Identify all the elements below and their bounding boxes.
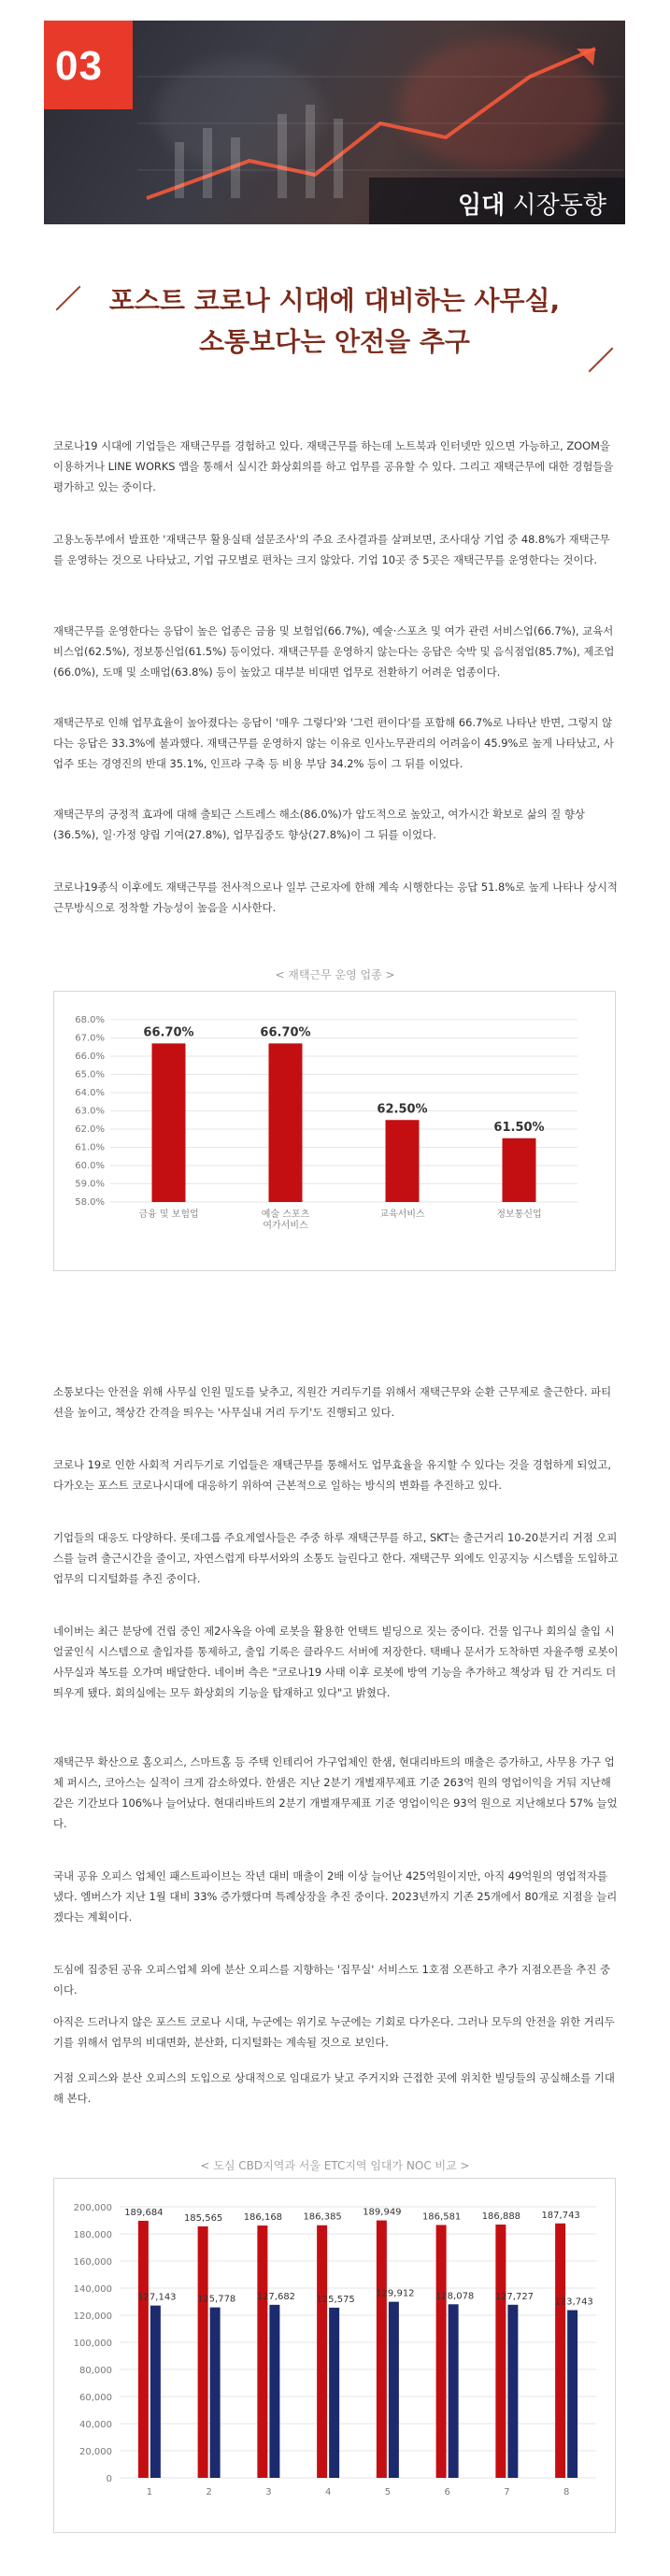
section-label: [458, 186, 606, 221]
x-tick-label: 4: [324, 2487, 332, 2497]
bar-series1: [317, 2225, 327, 2478]
y-tick-label: 160,000: [73, 2257, 112, 2268]
y-tick-label: 61.0%: [75, 1142, 105, 1153]
bar: [503, 1138, 536, 1202]
section-number: 03: [55, 43, 103, 89]
data-label: 125,575: [316, 2294, 355, 2305]
y-tick-label: 68.0%: [75, 1015, 105, 1025]
y-tick-label: 140,000: [73, 2284, 112, 2295]
body-paragraph: 네이버는 최근 분당에 건립 중인 제2사옥을 아예 로봇을 활용한 언택트 빌딩으로 짓는 중이다. 건물 입구나 회의실 출입 시 얼굴인식 시스템으로 출입자를 통제하고, 출입 기록은 클라우드 서버에 저장한다. 택배나 문서가 도착하면 자율주행 로봇이 사무실과 복도를 오가며 배달한다. 네이버 측은 "코로나19 사태 이후 로봇에 방역 기능을 추가하고 책상과 팀 간 거리도 더 띄우게 됐다. 회의실에는 모두 화상회의 기능을 탑재하고 있다"고 밝혔다.: [53, 1624, 619, 1699]
body-paragraph: 재택근무로 인해 업무효율이 높아졌다는 응답이 '매우 그렇다'와 '그런 편이다'를 포함해 66.7%로 나타난 반면, 그렇지 않다는 응답은 33.3%에 불과했다. 재택근무를 운영하지 않는 이유로 인사노무관리의 어려움이 45.9%로 높게 나타났고, 사업주 또는 경영진의 반대 35.1%, 인프라 구축 등 비용 부담 34.2% 등이 그 뒤를 이었다.: [53, 716, 614, 770]
body-paragraph: 코로나19 시대에 기업들은 재택근무를 경험하고 있다. 재택근무를 하는데 노트북과 인터넷만 있으면 가능하고, ZOOM을 이용하거나 LINE WORKS 앱을 통해서 실시간 화상회의를 하고 업무를 공유할 수 있다. 그리고 재택근무에 대한 경험들을 평가하고 있는 중이다.: [53, 439, 614, 494]
x-tick-label: 교육서비스: [379, 1209, 425, 1220]
bar-series1: [495, 2225, 506, 2478]
data-label: 127,727: [494, 2291, 535, 2302]
article-title-line1: 포스트 코로나 시대에 대비하는 사무실,: [108, 285, 561, 316]
bar-series2: [567, 2311, 577, 2478]
data-label: 189,684: [124, 2207, 164, 2218]
body-paragraph: 재택근무를 운영한다는 응답이 높은 업종은 금융 및 보험업(66.7%), 예술·스포츠 및 여가 관련 서비스업(66.7%), 교육서비스업(62.5%), 정보통신업(61.5%) 등이었다. 재택근무를 운영하지 않는다는 응답은 숙박 및 음식점업(85.7%), 제조업(66.0%), 도매 및 소매업(63.8%) 등이 높았고 대부분 비대면 업무로 전환하기 어려운 업종이다.: [53, 624, 615, 679]
header-banner: [44, 21, 625, 224]
article-title-block: [44, 279, 625, 381]
body-paragraph: 소통보다는 안전을 위해 사무실 인원 밀도를 낮추고, 직원간 거리두기를 위해서 재택근무와 순환 근무제로 출근한다. 파티션을 높이고, 책상간 간격을 띄우는 '사무실내 거리 두기'도 진행되고 있다.: [53, 1385, 612, 1419]
chart1-box: [53, 991, 616, 1271]
x-tick-label: 정보통신업: [496, 1209, 542, 1220]
bar-series1: [198, 2226, 208, 2478]
data-label: 127,682: [256, 2291, 296, 2302]
body-paragraph: 재택근무의 긍정적 효과에 대해 출퇴근 스트레스 해소(86.0%)가 압도적으로 높았고, 여가시간 확보로 삶의 질 향상(36.5%), 일·가정 양립 기여(27.8%), 업무집중도 향상(27.8%)이 그 뒤를 이었다.: [53, 808, 585, 841]
y-tick-label: 100,000: [73, 2339, 112, 2349]
y-tick-label: 80,000: [79, 2366, 112, 2376]
y-tick-label: 60.0%: [75, 1161, 105, 1171]
data-label: 127,143: [137, 2292, 177, 2303]
body-paragraph: 코로나19종식 이후에도 재택근무를 전사적으로나 일부 근로자에 한해 계속 시행한다는 응답 51.8%로 높게 나타나 상시적 근무방식으로 정착할 가능성이 높음을 시사한다.: [53, 880, 618, 914]
x-tick-label: 1: [146, 2487, 153, 2497]
body-paragraph: 아직은 드러나지 않은 포스트 코로나 시대, 누군에는 위기로 누군에는 기회로 다가온다. 그러나 모두의 안전을 위한 거리두기를 위해서 업무의 비대면화, 분산화, 디지털화는 계속될 것으로 보인다.: [53, 2015, 615, 2049]
data-label: 186,581: [421, 2211, 462, 2223]
x-tick-label: 3: [265, 2487, 272, 2497]
body-paragraph: 재택근무 확산으로 홈오피스, 스마트홈 등 주택 인테리어 가구업체인 한샘, 현대리바트의 매출은 증가하고, 사무용 가구 업체 퍼시스, 코아스는 실적이 크게 감소하였다. 한샘은 지난 2분기 개별재무제표 기준 263억 원의 영업이익을 거둬 지난해 같은 기간보다 106%나 늘어났다. 현대리바트의 2분기 개별재무제표 기준 영업이익은 93억 원으로 지난해보다 57% 늘었다.: [53, 1755, 618, 1830]
bar-series2: [449, 2304, 459, 2478]
data-label: 61.50%: [493, 1120, 545, 1135]
x-tick-label: 7: [504, 2487, 510, 2497]
y-tick-label: 59.0%: [75, 1179, 105, 1190]
chart1-svg: [54, 992, 615, 1270]
data-label: 185,565: [183, 2212, 223, 2224]
section-label-bold: 임대: [458, 192, 506, 220]
data-label: 186,888: [481, 2211, 521, 2223]
x-tick-label: 2: [206, 2487, 212, 2497]
body-paragraph: 거점 오피스와 분산 오피스의 도입으로 상대적으로 임대료가 낮고 주거지와 근접한 곳에 위치한 빌딩들의 공실해소를 기대해 본다.: [53, 2071, 615, 2105]
chart1-caption: < 재택근무 운영 업종 >: [275, 968, 395, 981]
article-title: [44, 280, 625, 363]
x-tick-label: 5: [384, 2487, 392, 2497]
body-paragraph: 고용노동부에서 발표한 '재택근무 활용실태 설문조사'의 주요 조사결과를 살펴보면, 조사대상 기업 중 48.8%가 재택근무를 운영하는 것으로 나타났고, 기업 규모별로 편차는 크지 않았다. 기업 10곳 중 5곳은 재택근무를 운영한다는 것이다.: [53, 533, 610, 566]
data-label: 187,743: [541, 2210, 580, 2221]
y-tick-label: 0: [106, 2474, 112, 2484]
y-tick-label: 62.0%: [75, 1124, 105, 1135]
body-paragraph: 기업들의 대응도 다양하다. 롯데그룹 주요계열사들은 주중 하루 재택근무를 하고, SKT는 출근거리 10-20분거리 거점 오피스를 늘려 출근시간을 줄이고, 자연스럽게 타부서와의 소통도 늘린다고 한다. 재택근무 외에도 인공지능 시스템을 도입하고 업무의 디지털화를 추진 중이다.: [53, 1531, 619, 1585]
bar: [386, 1120, 420, 1202]
body-paragraph: 국내 공유 오피스 업체인 패스트파이브는 작년 대비 매출이 2배 이상 늘어난 425억원이지만, 아직 49억원의 영업적자를 냈다. 엠버스가 지난 1월 대비 33% 증가했다며 특례상장을 추진 중이다. 2023년까지 기존 25개에서 80개로 지점을 늘리겠다는 계획이다.: [53, 1869, 618, 1924]
bar: [269, 1043, 303, 1202]
section-label-rest: 시장동향: [505, 192, 606, 220]
data-label: 189,949: [363, 2207, 402, 2218]
bar-series2: [507, 2305, 518, 2478]
data-label: 186,168: [243, 2212, 283, 2224]
bar: [152, 1043, 186, 1202]
data-label: 125,778: [196, 2294, 236, 2305]
bar-series2: [389, 2302, 399, 2478]
data-label: 186,385: [303, 2211, 342, 2223]
bar-series2: [210, 2308, 221, 2478]
data-label: 62.50%: [377, 1102, 428, 1117]
y-tick-label: 60,000: [79, 2393, 112, 2403]
data-label: 66.70%: [260, 1025, 311, 1040]
body-paragraph: 도심에 집중된 공유 오피스업체 외에 분산 오피스를 지향하는 '집무실' 서비스도 1호점 오픈하고 추가 지점오픈을 추진 중이다.: [53, 1963, 610, 1996]
y-tick-label: 40,000: [79, 2420, 112, 2430]
section-number-tile: [44, 21, 133, 109]
bar-series2: [269, 2305, 279, 2478]
bar-series1: [436, 2225, 447, 2478]
chart2-box: [53, 2178, 616, 2533]
body-paragraph: 코로나 19로 인한 사회적 거리두기로 기업들은 재택근무를 통해서도 업무효율을 유지할 수 있다는 것을 경험하게 되었고, 다가오는 포스트 코로나시대에 대응하기 위하여 근본적으로 일하는 방식의 변화를 추진하고 있다.: [53, 1458, 611, 1492]
data-label: 128,078: [435, 2291, 475, 2302]
bar-series1: [257, 2225, 267, 2478]
bar-series2: [150, 2306, 161, 2478]
y-tick-label: 120,000: [73, 2311, 112, 2322]
data-label: 66.70%: [143, 1025, 194, 1040]
x-tick-label: 8: [563, 2487, 570, 2497]
y-tick-label: 63.0%: [75, 1106, 105, 1117]
data-label: 123,743: [554, 2297, 593, 2308]
bar-series1: [377, 2221, 387, 2478]
x-tick-label: 금융 및 보험업: [138, 1209, 199, 1220]
bar-series1: [138, 2221, 149, 2478]
y-tick-label: 58.0%: [75, 1197, 105, 1208]
bar-series1: [555, 2224, 565, 2478]
y-tick-label: 67.0%: [75, 1033, 105, 1044]
y-tick-label: 20,000: [79, 2447, 112, 2457]
x-tick-label: 예술 스포츠: [261, 1209, 310, 1220]
chart2-svg: [54, 2179, 615, 2532]
bar-series2: [329, 2308, 339, 2478]
y-tick-label: 180,000: [73, 2230, 112, 2240]
y-tick-label: 200,000: [73, 2203, 112, 2213]
x-tick-label: 여가서비스: [263, 1221, 308, 1231]
y-tick-label: 64.0%: [75, 1088, 105, 1098]
article-title-line2: 소통보다는 안전을 추구: [199, 326, 470, 357]
section-label-box: [369, 178, 625, 224]
data-label: 129,912: [376, 2288, 415, 2299]
chart2-caption: < 도심 CBD지역과 서울 ETC지역 임대가 NOC 비교 >: [200, 2159, 470, 2172]
y-tick-label: 66.0%: [75, 1052, 105, 1062]
y-tick-label: 65.0%: [75, 1069, 105, 1080]
x-tick-label: 6: [444, 2487, 450, 2497]
